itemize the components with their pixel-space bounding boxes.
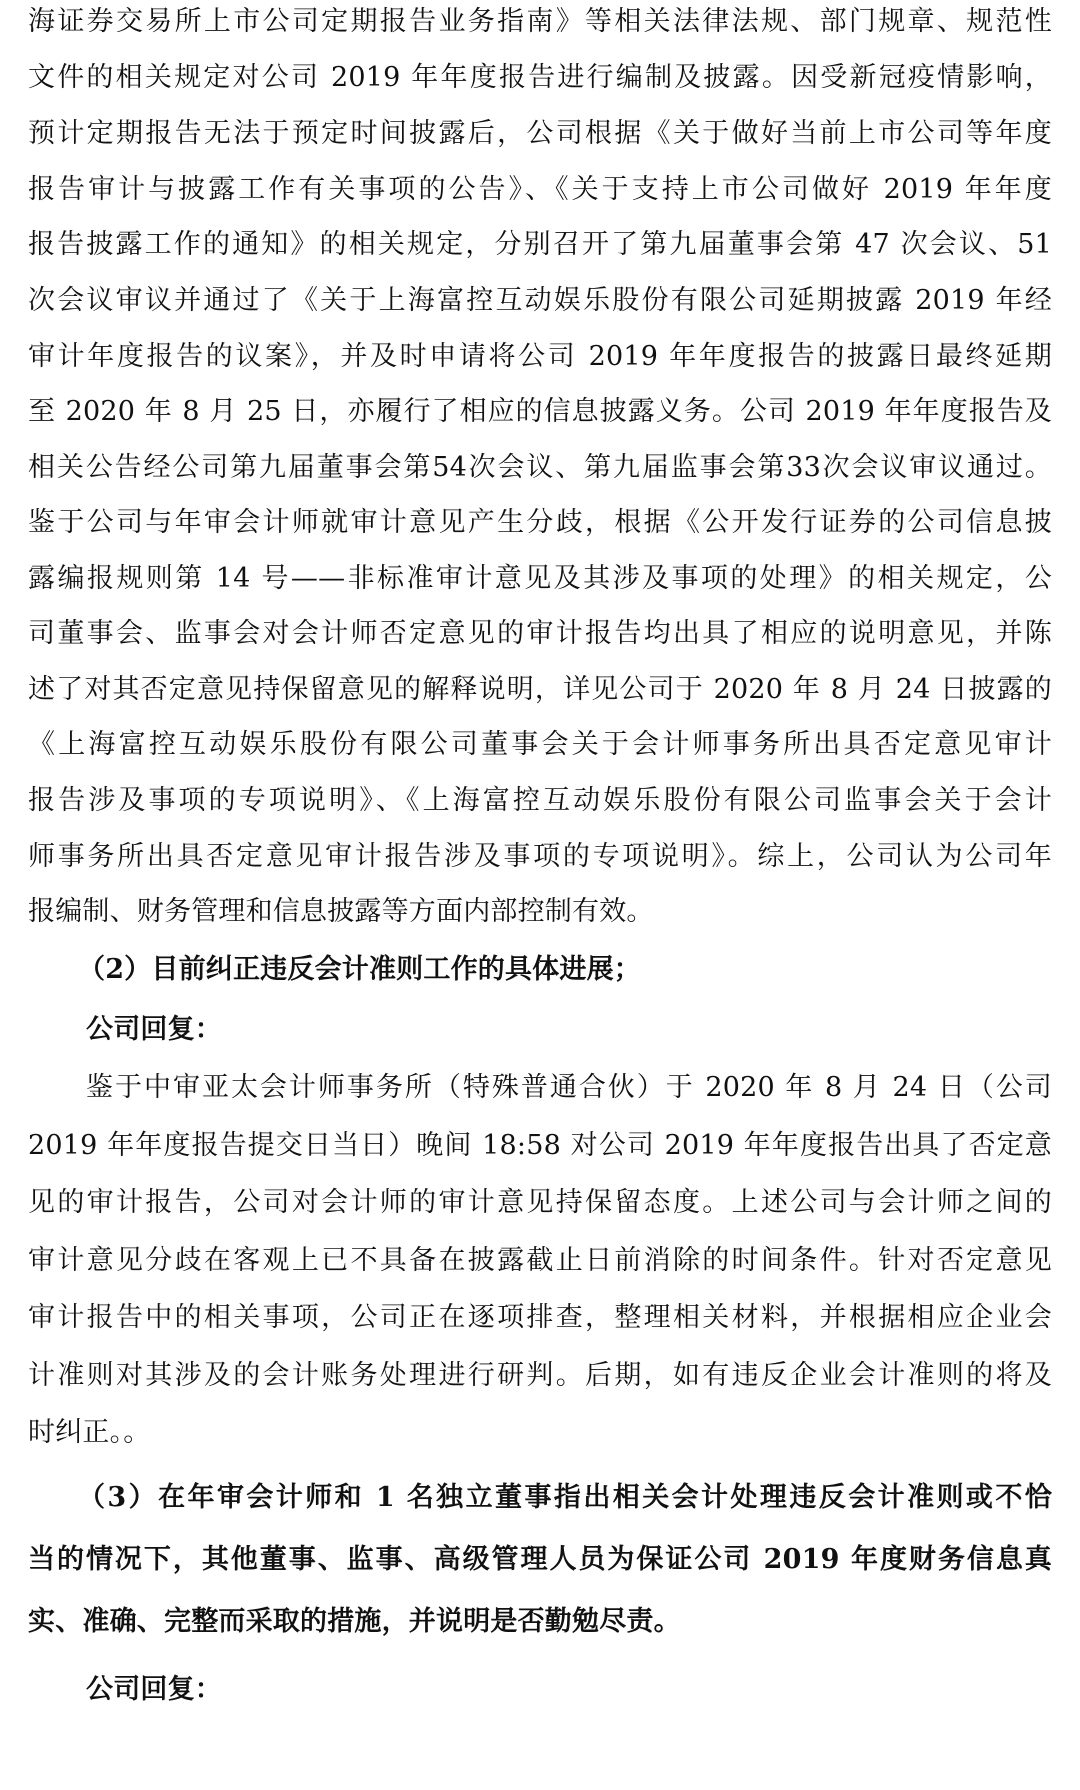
section-heading-3: （3）在年审会计师和 1 名独立董事指出相关会计处理违反会计准则或不恰 [78,1482,1052,1513]
text-line: 鉴于中审亚太会计师事务所（特殊普通合伙）于 2020 年 8 月 24 日（公司 [86,1072,1052,1103]
text-line: 报告涉及事项的专项说明》、《上海富控互动娱乐股份有限公司监事会关于会计 [28,785,1052,816]
text-line: 预计定期报告无法于预定时间披露后，公司根据《关于做好当前上市公司等年度 [28,118,1052,149]
text-line: 审计报告中的相关事项，公司正在逐项排查，整理相关材料，并根据相应企业会 [28,1302,1052,1333]
section-heading-3-cont: 当的情况下，其他董事、监事、高级管理人员为保证公司 2019 年度财务信息真 [28,1544,1052,1575]
text-line: 审计年度报告的议案》，并及时申请将公司 2019 年年度报告的披露日最终延期 [28,341,1052,372]
text-line: 2019 年年度报告提交日当日）晚间 18:58 对公司 2019 年年度报告出具了否定意 [28,1130,1052,1161]
section-heading-2: （2）目前纠正违反会计准则工作的具体进展； [78,954,641,985]
text-line: 海证券交易所上市公司定期报告业务指南》等相关法律法规、部门规章、规范性 [28,6,1052,37]
section-heading-3-end: 实、准确、完整而采取的措施，并说明是否勤勉尽责。 [28,1606,681,1637]
text-line: 计准则对其涉及的会计账务处理进行研判。后期，如有违反企业会计准则的将及 [28,1360,1052,1391]
text-line: 相关公告经公司第九届董事会第54次会议、第九届监事会第33次会议审议通过。 [28,452,1052,483]
text-line: 次会议审议并通过了《关于上海富控互动娱乐股份有限公司延期披露 2019 年经 [28,285,1052,316]
text-line: 审计意见分歧在客观上已不具备在披露截止日前消除的时间条件。针对否定意见 [28,1245,1052,1276]
text-line: 见的审计报告，公司对会计师的审计意见持保留态度。上述公司与会计师之间的 [28,1187,1052,1218]
text-line: 鉴于公司与年审会计师就审计意见产生分歧，根据《公开发行证券的公司信息披 [28,507,1052,538]
text-line: 报告披露工作的通知》的相关规定，分别召开了第九届董事会第 47 次会议、51 [28,229,1052,260]
text-line: 司董事会、监事会对会计师否定意见的审计报告均出具了相应的说明意见，并陈 [28,618,1052,649]
text-line: 露编报规则第 14 号——非标准审计意见及其涉及事项的处理》的相关规定，公 [28,563,1052,594]
company-reply-heading: 公司回复： [86,1014,222,1045]
paragraph-end-line: 时纠正。。 [28,1417,151,1448]
text-line: 《上海富控互动娱乐股份有限公司董事会关于会计师事务所出具否定意见审计 [28,729,1052,760]
text-line: 文件的相关规定对公司 2019 年年度报告进行编制及披露。因受新冠疫情影响， [28,62,1052,93]
text-line: 述了对其否定意见持保留意见的解释说明，详见公司于 2020 年 8 月 24 日披露的 [28,674,1052,705]
text-line: 报告审计与披露工作有关事项的公告》、《关于支持上市公司做好 2019 年年度 [28,174,1052,205]
text-line: 至 2020 年 8 月 25 日，亦履行了相应的信息披露义务。公司 2019 年年度报告及 [28,396,1052,427]
paragraph-end-line: 报编制、财务管理和信息披露等方面内部控制有效。 [28,896,654,927]
text-line: 师事务所出具否定意见审计报告涉及事项的专项说明》。综上，公司认为公司年 [28,841,1052,872]
company-reply-heading: 公司回复： [86,1674,222,1705]
